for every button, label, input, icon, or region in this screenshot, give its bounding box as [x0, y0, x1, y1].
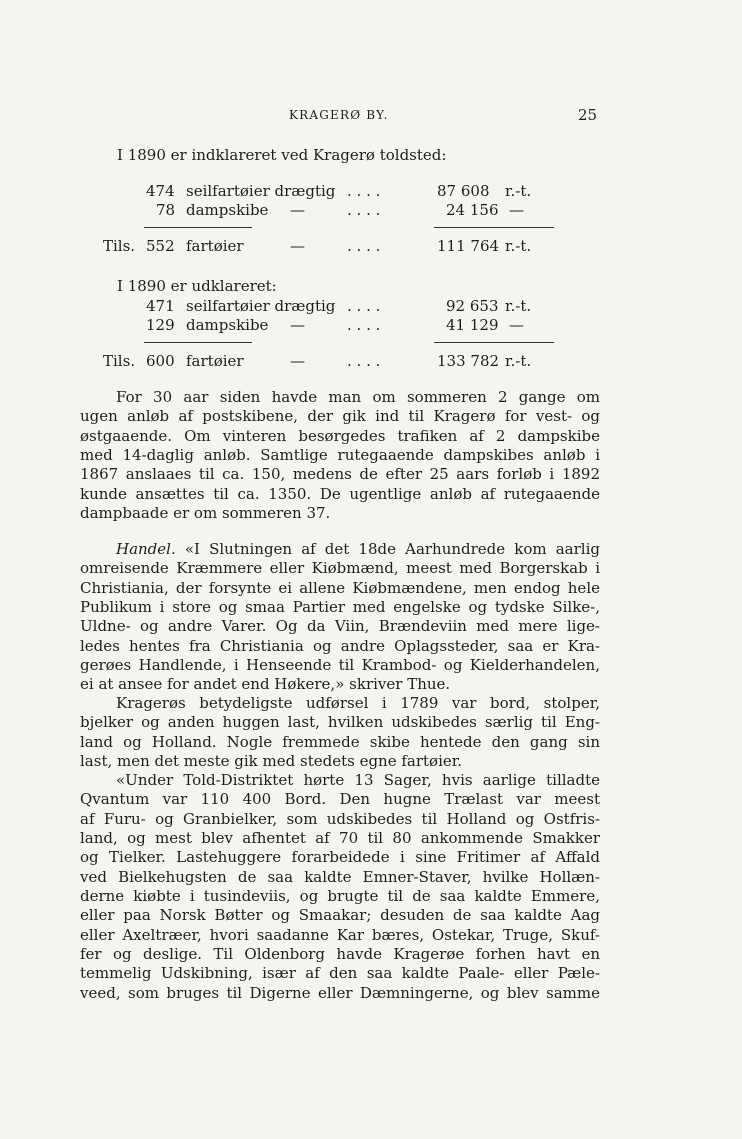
row-ditto: —: [290, 201, 305, 219]
text-line: gerøes Handlende, i Henseende til Krambod- og Kielderhandelen,: [80, 656, 600, 675]
text-line: bjelker og anden huggen last, hvilken udskibedes særlig til Eng-: [80, 713, 600, 732]
total-ditto: —: [290, 237, 305, 255]
section-heading: Handel.: [116, 540, 176, 558]
running-header: KRAGERØ BY.: [289, 108, 389, 122]
text-line: fer og deslige. Til Oldenborg havde Kragerøe forhen havt en: [80, 945, 600, 964]
row-label: seilfartøier drægtig: [186, 297, 336, 315]
row-count: 78: [156, 201, 176, 219]
row-dots: . . . .: [347, 316, 381, 334]
total-label: fartøier: [186, 352, 244, 370]
text-line: ei at ansee for andet end Høkere,» skriver Thue.: [80, 675, 451, 694]
total-ditto: —: [290, 352, 305, 370]
text-line: dampbaade er om sommeren 37.: [80, 504, 331, 523]
row-dots: . . . .: [347, 182, 381, 200]
table1-intro: I 1890 er indklareret ved Kragerø toldsted:: [117, 146, 447, 164]
total-dots: . . . .: [347, 237, 381, 255]
row-count: 474: [146, 182, 175, 200]
text-line: Qvantum var 110 400 Bord. Den hugne Trælast var meest: [80, 790, 600, 809]
total-count: 552: [146, 237, 175, 255]
text-line: ledes hentes fra Christiania og andre Oplagssteder, saa er Kra-: [80, 636, 600, 655]
row-value: 41 129: [446, 316, 499, 334]
text-line: last, men det meste gik med stedets egne fartøier.: [80, 752, 463, 771]
paragraph-told-distrikt: [80, 771, 600, 1003]
text-line: og Tielker. Lastehuggere forarbeidede i sine Fritimer af Affald: [80, 848, 600, 867]
sum-rule: [434, 342, 554, 343]
total-unit: r.-t.: [505, 352, 532, 370]
text-line: ved Bielkehugsten de saa kaldte Emner-Staver, hvilke Hollæn-: [80, 867, 600, 886]
total-prefix: Tils.: [103, 352, 136, 370]
sum-rule: [144, 227, 252, 228]
paragraph-traffic: [80, 388, 600, 523]
text-line: Uldne- og andre Varer. Og da Viin, Brændeviin med mere lige-: [80, 617, 600, 636]
total-value: 111 764: [437, 237, 500, 255]
text-line: land og Holland. Nogle fremmede skibe hentede den gang sin: [80, 732, 600, 751]
text-line: «Under Told-Distriktet hørte 13 Sager, hvis aarlige tilladte: [116, 771, 600, 789]
table2-intro: I 1890 er udklareret:: [117, 277, 277, 295]
row-dots: . . . .: [347, 201, 381, 219]
text-line: 1867 anslaaes til ca. 150, medens de efter 25 aars forløb i 1892: [80, 465, 600, 484]
text-line: Christiania, der forsynte ei allene Kiøbmændene, men endog hele: [80, 578, 600, 597]
text-line: af Furu- og Granbielker, som udskibedes til Holland og Ostfris-: [80, 809, 600, 828]
total-value: 133 782: [437, 352, 500, 370]
row-unit: —: [509, 316, 524, 334]
row-label: dampskibe: [186, 316, 269, 334]
row-dots: . . . .: [347, 297, 381, 315]
page-number: 25: [578, 106, 598, 124]
text-line: østgaaende. Om vinteren besørgedes trafiken af 2 dampskibe: [80, 426, 600, 445]
row-unit: —: [509, 201, 524, 219]
paragraph-export: [80, 694, 600, 771]
text-line: land, og mest blev afhentet af 70 til 80 ankommende Smakker: [80, 829, 600, 848]
sum-rule: [144, 342, 252, 343]
text-line: [80, 540, 600, 559]
text-line: eller paa Norsk Bøtter og Smaakar; desuden de saa kaldte Aag: [80, 906, 600, 925]
row-count: 129: [146, 316, 175, 334]
row-value: 92 653: [446, 297, 499, 315]
text-line: ugen anløb af postskibene, der gik ind til Kragerø for vest- og: [80, 407, 600, 426]
total-prefix: Tils.: [103, 237, 136, 255]
text-line: kunde ansættes til ca. 1350. De ugentlige anløb af rutegaaende: [80, 484, 600, 503]
text-line: temmelig Udskibning, især af den saa kaldte Paale- eller Pæle-: [80, 964, 600, 983]
text-line: med 14-daglig anløb. Samtlige rutegaaende dampskibes anløb i: [80, 446, 600, 465]
text-line: Publikum i store og smaa Partier med engelske og tydske Silke-,: [80, 598, 600, 617]
text-line: Kragerøs betydeligste udførsel i 1789 var bord, stolper,: [116, 694, 600, 712]
row-count: 471: [146, 297, 175, 315]
row-value: 87 608: [437, 182, 490, 200]
row-label: seilfartøier drægtig: [186, 182, 336, 200]
text-fragment: «I Slutningen af det 18de Aarhundrede kom aarlig: [184, 540, 600, 558]
text-line: eller Axeltræer, hvori saadanne Kar bæres, Ostekar, Truge, Skuf-: [80, 925, 600, 944]
sum-rule: [434, 227, 554, 228]
total-dots: . . . .: [347, 352, 381, 370]
text-line: omreisende Kræmmere eller Kiøbmænd, meest med Borgerskab i: [80, 559, 600, 578]
total-label: fartøier: [186, 237, 244, 255]
row-ditto: —: [290, 316, 305, 334]
total-unit: r.-t.: [505, 237, 532, 255]
row-label: dampskibe: [186, 201, 269, 219]
total-count: 600: [146, 352, 175, 370]
text-line: veed, som bruges til Digerne eller Dæmningerne, og blev samme: [80, 983, 600, 1002]
row-unit: r.-t.: [505, 297, 532, 315]
paragraph-handel: [80, 540, 600, 695]
row-value: 24 156: [446, 201, 499, 219]
text-line: For 30 aar siden havde man om sommeren 2 gange om: [116, 388, 600, 406]
row-unit: r.-t.: [505, 182, 532, 200]
text-line: derne kiøbte i tusindeviis, og brugte til de saa kaldte Emmere,: [80, 887, 600, 906]
